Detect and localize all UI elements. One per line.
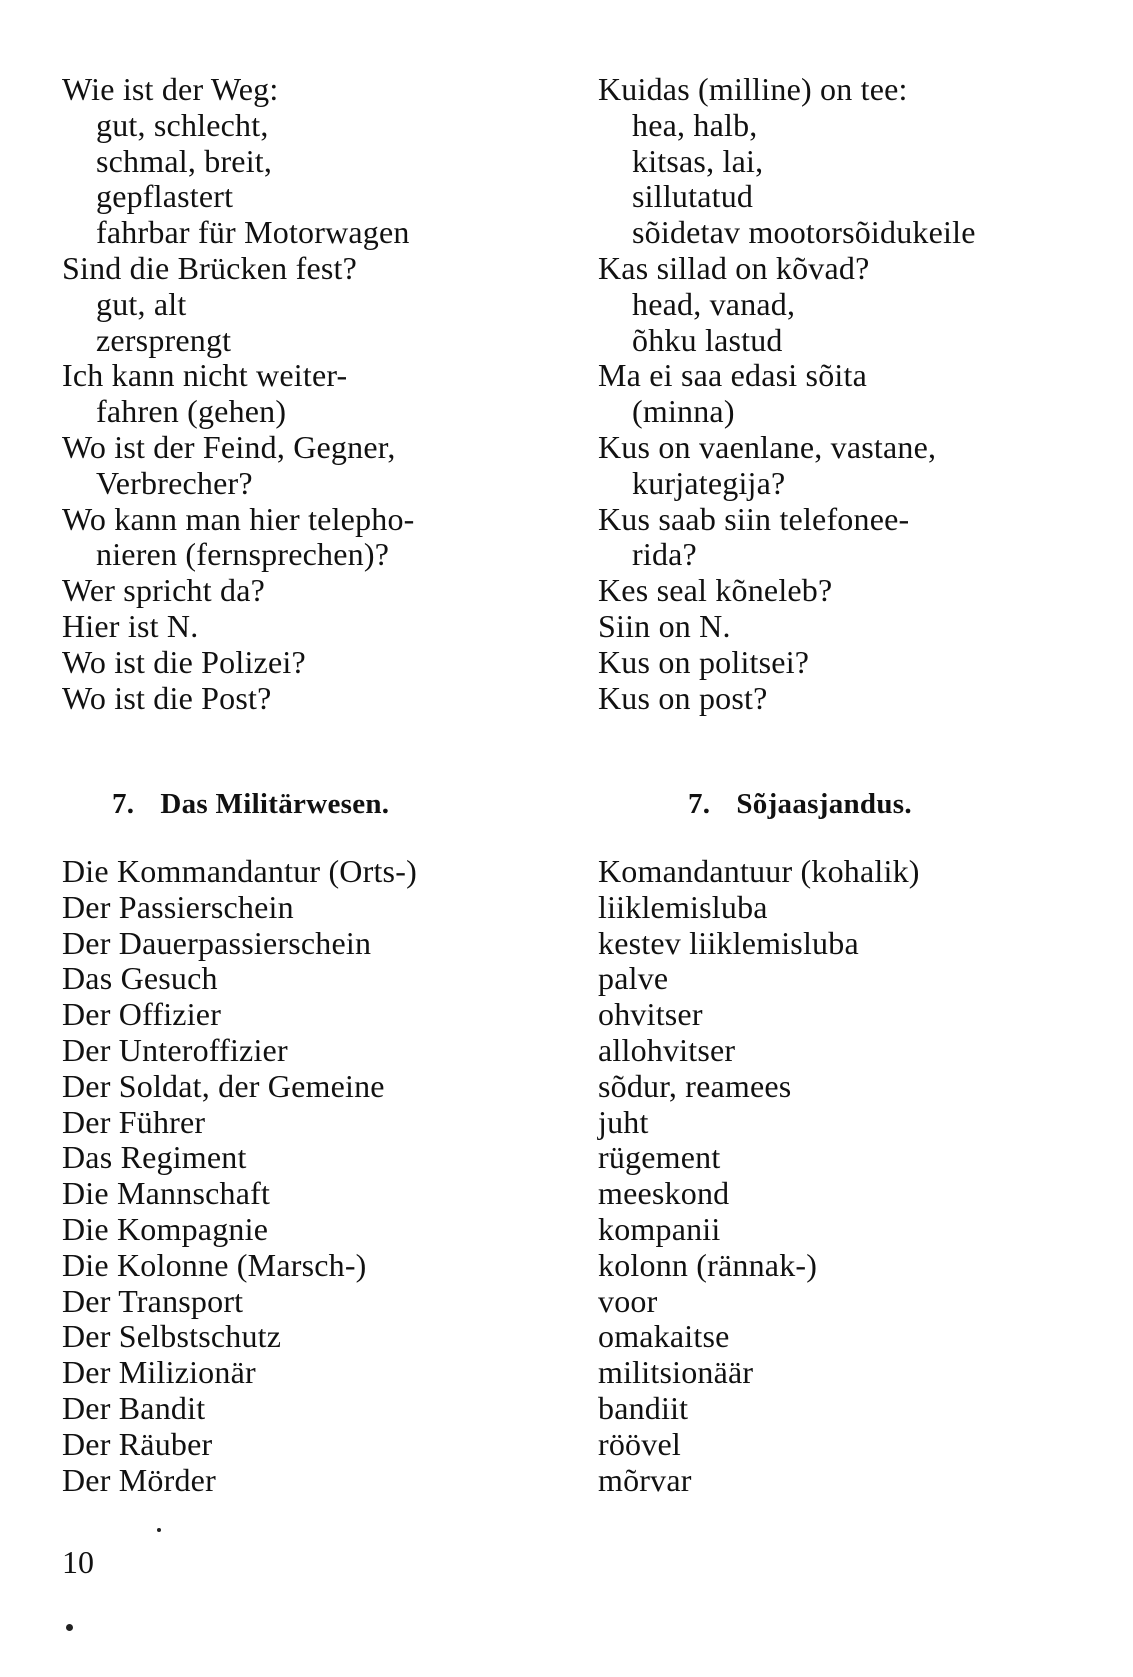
vocabulary-term-estonian: röövel [598, 1425, 681, 1462]
phrase-line-german: Wer spricht da? [62, 572, 265, 609]
vocabulary-term-german: Das Regiment [62, 1139, 247, 1176]
phrase-line-german: Ich kann nicht weiter- [62, 357, 348, 394]
vocabulary-german-column [62, 854, 592, 1498]
phrase-line-estonian: Kas sillad on kõvad? [598, 249, 870, 286]
section-title: Sõjaasjandus. [736, 788, 912, 820]
phrase-line-estonian: Ma ei saa edasi sõita [598, 357, 867, 394]
print-speck [66, 1624, 73, 1631]
section-number: 7. [688, 788, 711, 820]
phrase-line-estonian: sõidetav mootorsõidukeile [632, 214, 976, 251]
phrase-line-estonian: rida? [632, 536, 697, 573]
phrase-line-estonian: sillutatud [632, 178, 754, 215]
phrase-line-german: Wo ist die Post? [62, 679, 272, 716]
phrase-line-estonian: hea, halb, [632, 106, 758, 143]
phrase-line-german: Wo ist der Feind, Gegner, [62, 428, 396, 465]
vocabulary-term-estonian: allohvitser [598, 1031, 736, 1068]
phrase-line-german: Hier ist N. [62, 607, 199, 644]
phrase-line-german: gut, alt [96, 285, 187, 322]
phrases-german-column [62, 72, 592, 716]
vocabulary-term-estonian: palve [598, 960, 669, 997]
vocabulary-term-german: Der Bandit [62, 1389, 206, 1426]
vocabulary-term-estonian: juht [598, 1103, 649, 1140]
phrase-line-german: gepflastert [96, 178, 234, 215]
print-speck [157, 1528, 161, 1532]
phrase-line-estonian: Siin on N. [598, 607, 731, 644]
phrase-line-german: Wie ist der Weg: [62, 71, 279, 107]
vocabulary-term-german: Die Mannschaft [62, 1175, 271, 1212]
phrase-line-german: nieren (fernsprechen)? [96, 536, 390, 573]
phrase-line-german: gut, schlecht, [96, 106, 269, 143]
vocabulary-term-estonian: kestev liiklemisluba [598, 924, 859, 961]
vocabulary-term-german: Der Milizionär [62, 1354, 256, 1391]
phrase-line-german: fahrbar für Motorwagen [96, 214, 410, 251]
phrase-line-estonian: kurjategija? [632, 464, 786, 501]
vocabulary-term-german: Die Kolonne (Marsch-) [62, 1246, 367, 1283]
vocabulary-term-estonian: meeskond [598, 1175, 730, 1212]
vocabulary-term-german: Der Passierschein [62, 888, 294, 925]
vocabulary-term-german: Der Führer [62, 1103, 206, 1140]
vocabulary-term-estonian: Komandantuur (kohalik) [598, 853, 920, 889]
phrase-line-german: fahren (gehen) [96, 393, 287, 430]
phrase-line-estonian: (minna) [632, 393, 735, 430]
vocabulary-term-german: Der Selbstschutz [62, 1318, 282, 1355]
vocabulary-term-estonian: mõrvar [598, 1461, 692, 1498]
section-heading-german [112, 786, 389, 822]
vocabulary-term-estonian: ohvitser [598, 996, 703, 1033]
phrase-line-german: Sind die Brücken fest? [62, 249, 357, 286]
vocabulary-term-german: Das Gesuch [62, 960, 218, 997]
vocabulary-term-german: Der Transport [62, 1282, 244, 1319]
phrase-line-estonian: Kus saab siin telefonee- [598, 500, 910, 537]
vocabulary-term-estonian: kolonn (rännak-) [598, 1246, 818, 1283]
vocabulary-estonian-column [598, 854, 1118, 1498]
phrase-line-estonian: Kuidas (milline) on tee: [598, 71, 908, 107]
phrase-line-estonian: õhku lastud [632, 321, 783, 358]
vocabulary-term-german: Die Kompagnie [62, 1210, 269, 1247]
vocabulary-term-estonian: kompanii [598, 1210, 721, 1247]
vocabulary-term-german: Der Soldat, der Gemeine [62, 1067, 385, 1104]
vocabulary-term-estonian: omakaitse [598, 1318, 730, 1355]
section-heading-estonian [688, 786, 912, 822]
phrase-line-estonian: Kus on post? [598, 679, 768, 716]
vocabulary-term-estonian: voor [598, 1282, 658, 1319]
section-title: Das Militärwesen. [160, 788, 390, 820]
vocabulary-term-german: Der Offizier [62, 996, 222, 1033]
phrase-line-german: Wo kann man hier telepho- [62, 500, 415, 537]
page-number: 10 [62, 1544, 94, 1580]
vocabulary-term-estonian: rügement [598, 1139, 721, 1176]
vocabulary-term-german: Der Räuber [62, 1425, 213, 1462]
vocabulary-term-german: Der Unteroffizier [62, 1031, 288, 1068]
phrase-line-estonian: Kes seal kõneleb? [598, 572, 833, 609]
phrase-line-german: zersprengt [96, 321, 232, 358]
phrase-line-estonian: Kus on vaenlane, vastane, [598, 428, 937, 465]
phrase-line-estonian: kitsas, lai, [632, 142, 764, 179]
vocabulary-term-estonian: sõdur, reamees [598, 1067, 792, 1104]
vocabulary-term-german: Der Mörder [62, 1461, 216, 1498]
vocabulary-term-german: Der Dauerpassierschein [62, 924, 372, 961]
phrase-line-german: Verbrecher? [96, 464, 253, 501]
section-number: 7. [112, 788, 135, 820]
phrase-line-estonian: Kus on politsei? [598, 643, 810, 680]
phrase-line-estonian: head, vanad, [632, 285, 796, 322]
vocabulary-term-estonian: liiklemisluba [598, 888, 768, 925]
vocabulary-term-estonian: bandiit [598, 1389, 689, 1426]
vocabulary-term-estonian: militsionäär [598, 1354, 754, 1391]
vocabulary-term-german: Die Kommandantur (Orts-) [62, 853, 417, 889]
phrase-line-german: Wo ist die Polizei? [62, 643, 306, 680]
phrase-line-german: schmal, breit, [96, 142, 273, 179]
phrases-estonian-column [598, 72, 1118, 716]
